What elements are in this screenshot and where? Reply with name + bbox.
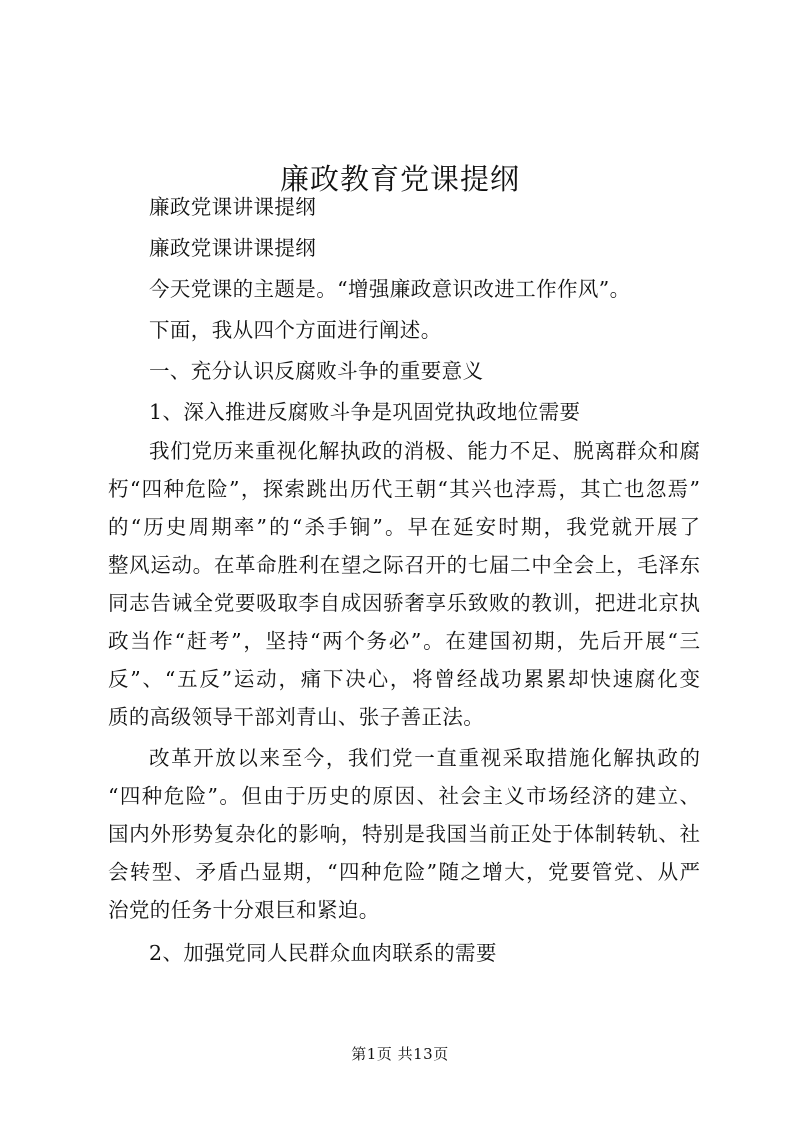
paragraph-line: 同志告诫全党要吸取李自成因骄奢享乐致败的教训，把进北京执 [108,591,700,615]
document-title: 廉政教育党课提纲 [279,162,520,197]
paragraph-line: 会转型、矛盾凸显期，“四种危险”随之增大，党要管党、从严 [108,860,700,884]
text-line: 廉政党课讲课提纲 [149,236,317,260]
page-number-footer: 第1页 共13页 [351,1045,449,1063]
section-heading: 一、充分认识反腐败斗争的重要意义 [149,359,484,383]
text-line: 下面，我从四个方面进行阐述。 [149,318,442,342]
paragraph-line: 改革开放以来至今，我们党一直重视采取措施化解执政的 [149,746,700,770]
paragraph-line: 质的高级领导干部刘青山、张子善正法。 [108,705,485,729]
paragraph-line: 政当作“赶考”，坚持“两个务必”。在建国初期，先后开展“三 [108,629,700,653]
subsection-heading: 2、加强党同人民群众血肉联系的需要 [149,941,497,965]
paragraph-line: 我们党历来重视化解执政的消极、能力不足、脱离群众和腐 [149,439,700,463]
paragraph-line: 反”、“五反”运动，痛下决心，将曾经战功累累却快速腐化变 [108,667,700,691]
paragraph-line: 整风运动。在革命胜利在望之际召开的七届二中全会上，毛泽东 [108,553,700,577]
paragraph-line: 国内外形势复杂化的影响，特别是我国当前正处于体制转轨、社 [108,822,700,846]
text-line: 今天党课的主题是。“增强廉政意识改进工作作风”。 [149,277,631,301]
paragraph-line: 的“历史周期率”的“杀手锏”。早在延安时期，我党就开展了 [108,515,700,539]
subsection-heading: 1、深入推进反腐败斗争是巩固党执政地位需要 [149,400,581,424]
paragraph-line: 治党的任务十分艰巨和紧迫。 [108,898,380,922]
text-line: 廉政党课讲课提纲 [149,195,317,219]
paragraph-line: “四种危险”。但由于历史的原因、社会主义市场经济的建立、 [108,784,700,808]
paragraph-line: 朽“四种危险”，探索跳出历代王朝“其兴也浡焉，其亡也忽焉” [108,477,700,501]
